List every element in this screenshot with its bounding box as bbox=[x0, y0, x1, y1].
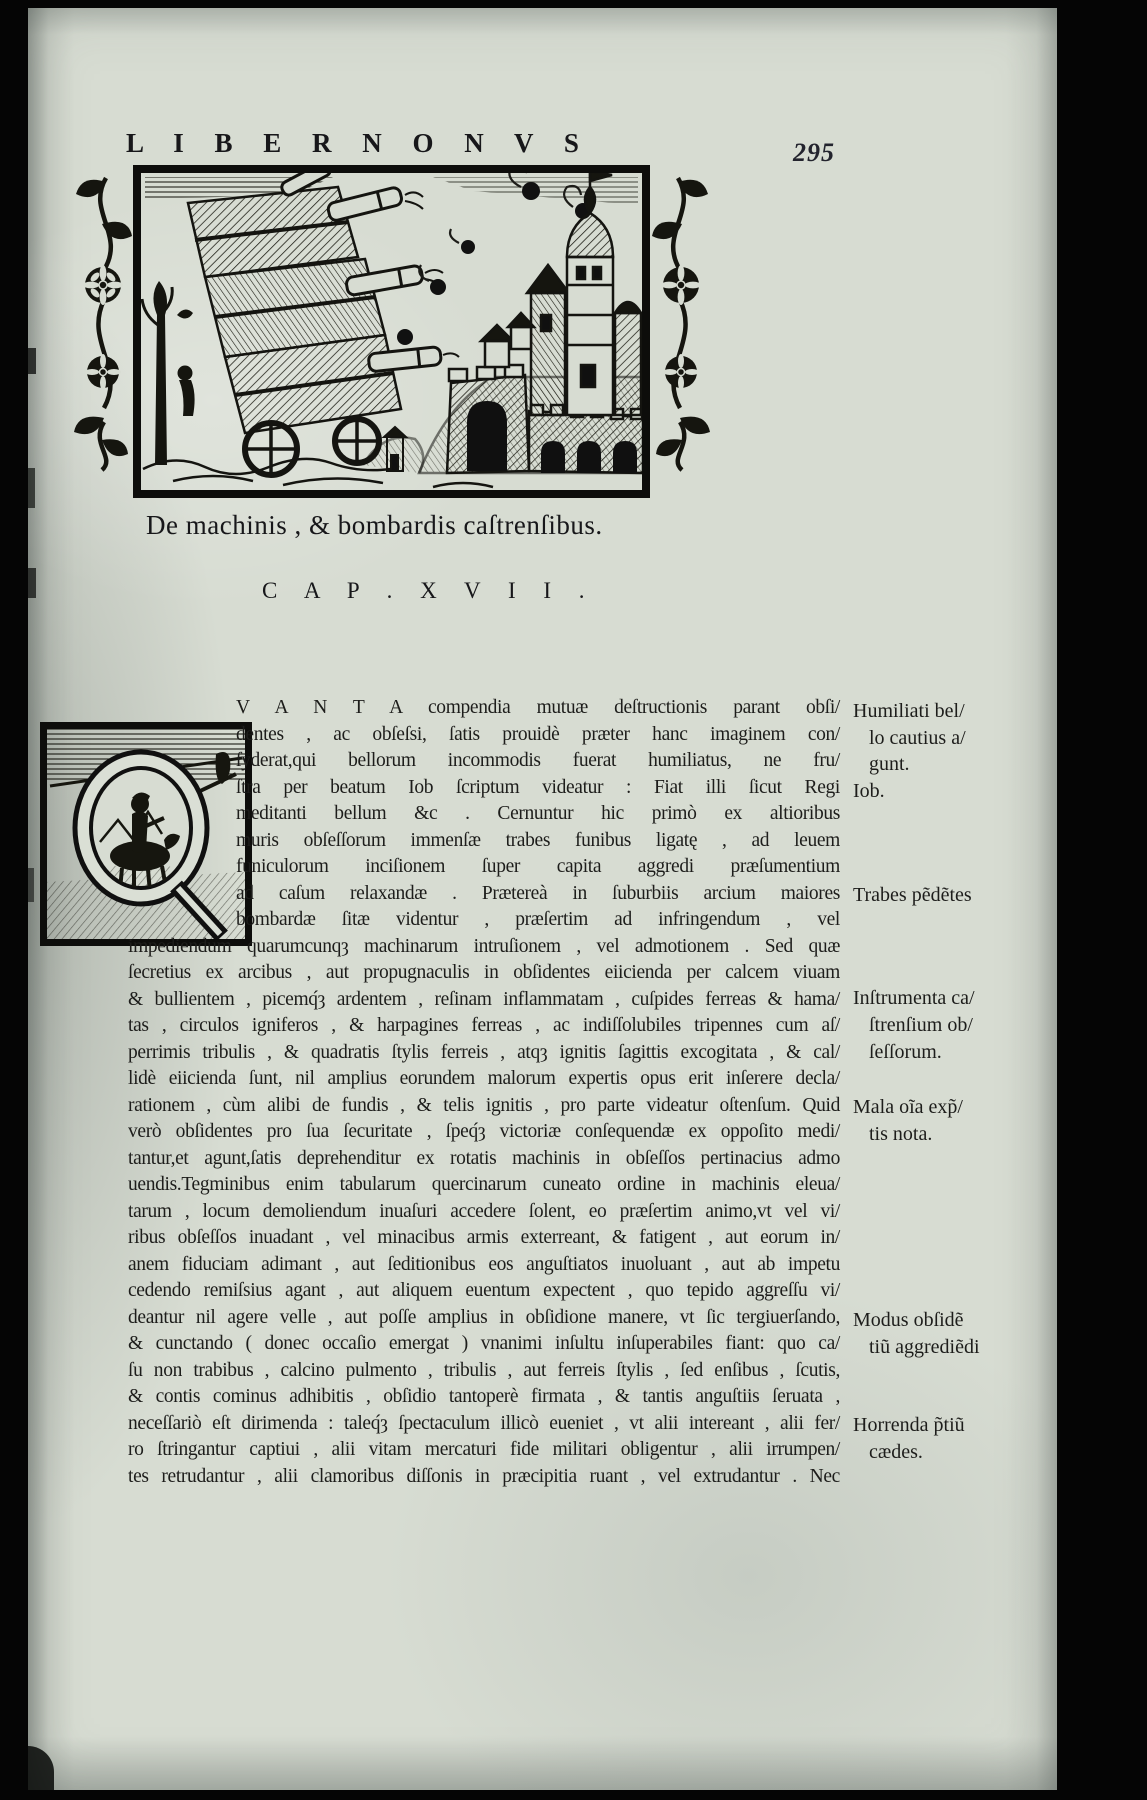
body-line: V A N T A compendia mutuæ deſtructionis parant obſi/ bbox=[236, 697, 840, 718]
body-line: cedendo remiſsius agant , aut aliquem euentum expectent , quo tepido aggreſſu vi/ bbox=[128, 1280, 840, 1301]
margin-note: Iob. bbox=[853, 780, 885, 802]
chapter-title: De machinis , & bombardis caſtrenſibus. bbox=[146, 510, 603, 540]
body-line: dentes , ac obſeſsi, ſatis prouidè præter hanc imaginem con/ bbox=[236, 723, 840, 745]
scan-edge-mark bbox=[28, 348, 36, 374]
body-line: tes retrudantur , alii clamoribus diſſonis in præcipitia ruant , vel extrudantur . Nec bbox=[128, 1465, 840, 1487]
body-line: ſyderat,qui bellorum incommodis fuerat humiliatus, ne fru/ bbox=[236, 750, 840, 771]
siege-woodcut-illustration bbox=[133, 165, 650, 498]
page-number: 295 bbox=[793, 138, 835, 167]
scan-edge-mark bbox=[28, 868, 34, 902]
fortress-city bbox=[419, 171, 650, 473]
body-line: ad caſum relaxandæ . Prætereà in ſuburbiis arcium maiores bbox=[236, 882, 840, 904]
margin-note: gunt. bbox=[869, 753, 910, 775]
rosette-icon bbox=[85, 354, 121, 390]
rosette-icon bbox=[663, 354, 699, 390]
margin-note: Trabes pẽdẽtes bbox=[853, 884, 972, 906]
body-line: ſu non trabibus , calcino pulmento , tribulis , aut ferreis ſtylis , ſed enſibus , ſcutis, bbox=[128, 1359, 840, 1381]
scan-edge-corner bbox=[28, 1746, 54, 1790]
body-line: ro ſtringantur captiui , alii vitam mercaturi fide militari obligentur , alii irrumpen/ bbox=[128, 1439, 840, 1460]
body-line: impediendum quarumcunqȝ machinarum intruſionem , vel admotionem . Sed quæ bbox=[128, 935, 840, 957]
margin-note: tiũ aggrediẽdi bbox=[869, 1336, 980, 1358]
rosette-icon bbox=[661, 265, 701, 305]
scan-edge-mark bbox=[28, 468, 35, 508]
margin-note: ſtrenſium ob/ bbox=[869, 1014, 973, 1036]
page-paper bbox=[28, 8, 1057, 1790]
body-line: ſtra per beatum Iob ſcriptum videatur : Fiat illi ſicut Regi bbox=[236, 776, 840, 798]
body-text bbox=[128, 695, 840, 1490]
body-line: ſecretius ex arcibus , aut propugnaculis in obſidentes eiicienda per calcem viuam bbox=[128, 962, 840, 983]
foliate-ornament-right-icon bbox=[650, 172, 712, 472]
body-line: rationem , cùm alibi de fundis , & telis ignitis , pro parte videatur oſtenſum. Quid bbox=[128, 1094, 840, 1116]
body-line: deantur nil agere velle , aut poſſe amplius in obſidione manere, vt ſic tergiuerſando, bbox=[128, 1306, 840, 1328]
body-line: tarum , locum demoliendum inuaſuri accedere ſolent, eo præſertim animo,vt vel vi/ bbox=[128, 1200, 840, 1222]
body-line: meditanti bellum &c . Cernuntur hic primò ex altioribus bbox=[236, 803, 840, 824]
body-line: & cunctando ( donec occaſio emergat ) vnanimi inſultu inſuperabiles fiant: quo ca/ bbox=[128, 1333, 840, 1354]
margin-note: tis nota. bbox=[869, 1123, 933, 1145]
body-line: lidè eiicienda ſunt, nil amplius eorundem malorum expertis opus erit inſerere decla/ bbox=[128, 1068, 840, 1089]
body-line: bombardæ ſitæ videntur , præſertim ad infringendum , vel bbox=[236, 909, 840, 930]
body-line: neceſſariò eſt dirimenda : taleq́ȝ ſpectaculum illicò eueniet , vt alii intereant , alii fer/ bbox=[128, 1412, 840, 1434]
body-line: perrimis tribulis , & quadratis ſtylis ferreis , atqȝ ignitis ſagittis excogitata , & cal/ bbox=[128, 1041, 840, 1063]
body-line: & contis cominus adhibitis , obſidio tantoperè firmata , & tantis anguſtiis ſeruata , bbox=[128, 1386, 840, 1407]
tree-and-figures bbox=[142, 281, 195, 465]
bombard-battery bbox=[188, 165, 459, 475]
chapter-number: C A P . X V I I . bbox=[262, 578, 592, 603]
body-line: muris obſeſſorum immenſæ trabes funibus ligatę , ad leuem bbox=[236, 829, 840, 851]
margin-note: cædes. bbox=[869, 1441, 923, 1463]
body-line: & bullientem , picemq́ȝ ardentem , reſinam inflammatam , cuſpides ferreas & hama/ bbox=[128, 988, 840, 1010]
body-line: uendis.Tegminibus enim tabularum quercinarum cuneato ordine in machinis eleua/ bbox=[128, 1174, 840, 1195]
margin-note: ſeſſorum. bbox=[869, 1041, 942, 1063]
body-line: tas , circulos igniferos , & harpagines ferreas , ac indiſſolubiles tripennes cum aſ/ bbox=[128, 1015, 840, 1036]
body-line: ribus obſeſſos inuadant , vel minacibus armis exterreant, & fatigent , aut eorum in/ bbox=[128, 1227, 840, 1248]
running-head: L I B E R N O N V S bbox=[126, 128, 589, 158]
body-line: funiculorum inciſionem ſuper capita aggredi præſumentium bbox=[236, 856, 840, 877]
margin-note: Humiliati bel/ bbox=[853, 700, 965, 722]
scan-edge-mark bbox=[28, 568, 36, 598]
margin-note: lo cautius a/ bbox=[869, 727, 966, 749]
rosette-icon bbox=[83, 265, 123, 305]
margin-note: Inſtrumenta ca/ bbox=[853, 987, 975, 1009]
foliate-ornament-left-icon bbox=[72, 172, 134, 472]
margin-note: Modus obſidẽ bbox=[853, 1309, 964, 1331]
margin-note: Horrenda p̃tiũ bbox=[853, 1414, 965, 1436]
body-line: verò obſidentes pro ſua ſecuritate , ſpeq́ȝ victoriæ conſequendæ ex oppoſito medi/ bbox=[128, 1121, 840, 1142]
body-line: anem fiduciam adimant , aut ſeditionibus eos anguſtiatos inuoluant , aut ab impetu bbox=[128, 1253, 840, 1275]
body-line: tantur,et agunt,ſatis deprehenditur ex rotatis machinis in obſeſſos pertinacius admo bbox=[128, 1147, 840, 1169]
margin-note: Mala oĩa exp̃/ bbox=[853, 1096, 963, 1118]
